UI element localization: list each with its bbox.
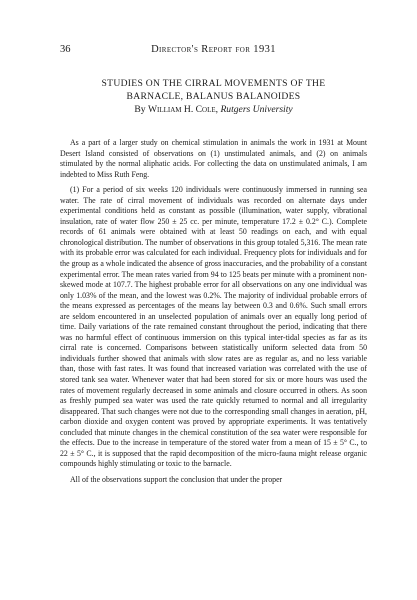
article-body	[60, 138, 367, 491]
title-line-2: BARNACLE, BALANUS BALANOIDES	[126, 90, 301, 102]
page-header	[60, 44, 367, 58]
running-title: Director's Report for 1931	[151, 44, 276, 55]
author-byline	[60, 104, 367, 115]
author-affiliation: Rutgers University	[220, 104, 293, 115]
paragraph-unstimulated: (1) For a period of six weeks 120 individuals were continuously immersed in running sea water. The rate of cirral movement of individuals was recorded on alternate days under experimental conditions held as constant as possible (illumination, water supply, vibrational insulation, rate of water flow 250 ± 25 cc. per minute, temperature 17.2 ± 0.2° C.). Complete records of 61 animals were obtained with at least 50 readings on each, and with equal chronological distribution. The number of observations in this group totaled 5,316. The mean rate with its probable error was calculated for each individual. Frequency plots for individuals and for the group as a whole indicated the absence of gross inaccuracies, and the probability of a constant experimental error. The mean rates varied from 94 to 125 beats per minute with a prominent non-skewed mode at 107.7. The highest probable error for all observations on any one individual was only 1.03% of the mean, and the lowest was 0.2%. The majority of individual probable errors of the means expressed as percentages of the means lay between 0.3 and 0.6%. Such small errors are seldom encountered in an unselected population of animals over an equally long period of time. Daily variations of the rate remained constant throughout the period, indicating that there was no harmful effect of continuous immersion on this typical inter-tidal species as far as its cirral rate is concerned. Comparisons between statistically uniform selected data from 50 individuals further showed that animals with slow rates are as regular as, and no less variable than, those with fast rates. It was found that increased variation was correlated with the use of stored tank sea water. Whenever water that had been stored for six or more hours was used the rates of movement regularly decreased in some animals and closure occurred in others. As soon as freshly pumped sea water was used the rate quickly returned to normal and all irregularity disappeared. That such changes were not due to the corresponding small changes in aeration, pH, carbon dioxide and oxygen content was proved by appropriate experiments. It was tentatively concluded that minute changes in the chemical constitution of the sea water were responsible for the effects. Due to the increase in temperature of the stored water from a mean of 15 ± 5° C., to 22 ± 5° C., it is supposed that the rapid decomposition of the micro-fauna might release organic compounds highly stimulating or toxic to the barnacle.	[60, 185, 367, 469]
author-prefix: By	[134, 104, 148, 115]
page-number: 36	[60, 44, 71, 55]
paragraph-intro: As a part of a larger study on chemical stimulation in animals the work in 1931 at Mount Desert Island consisted of observations on (1) unstimulated animals, and (2) on animals stimulated by the normal aliphatic acids. For collecting the data on unstimulated animals, I am indebted to Miss Ruth Feng.	[60, 138, 367, 179]
paragraph-conclusion: All of the observations support the conclusion that under the proper	[70, 474, 283, 484]
article-title	[60, 78, 367, 103]
title-line-1: STUDIES ON THE CIRRAL MOVEMENTS OF THE	[101, 78, 326, 89]
author-name: William H. Cole,	[147, 104, 219, 115]
